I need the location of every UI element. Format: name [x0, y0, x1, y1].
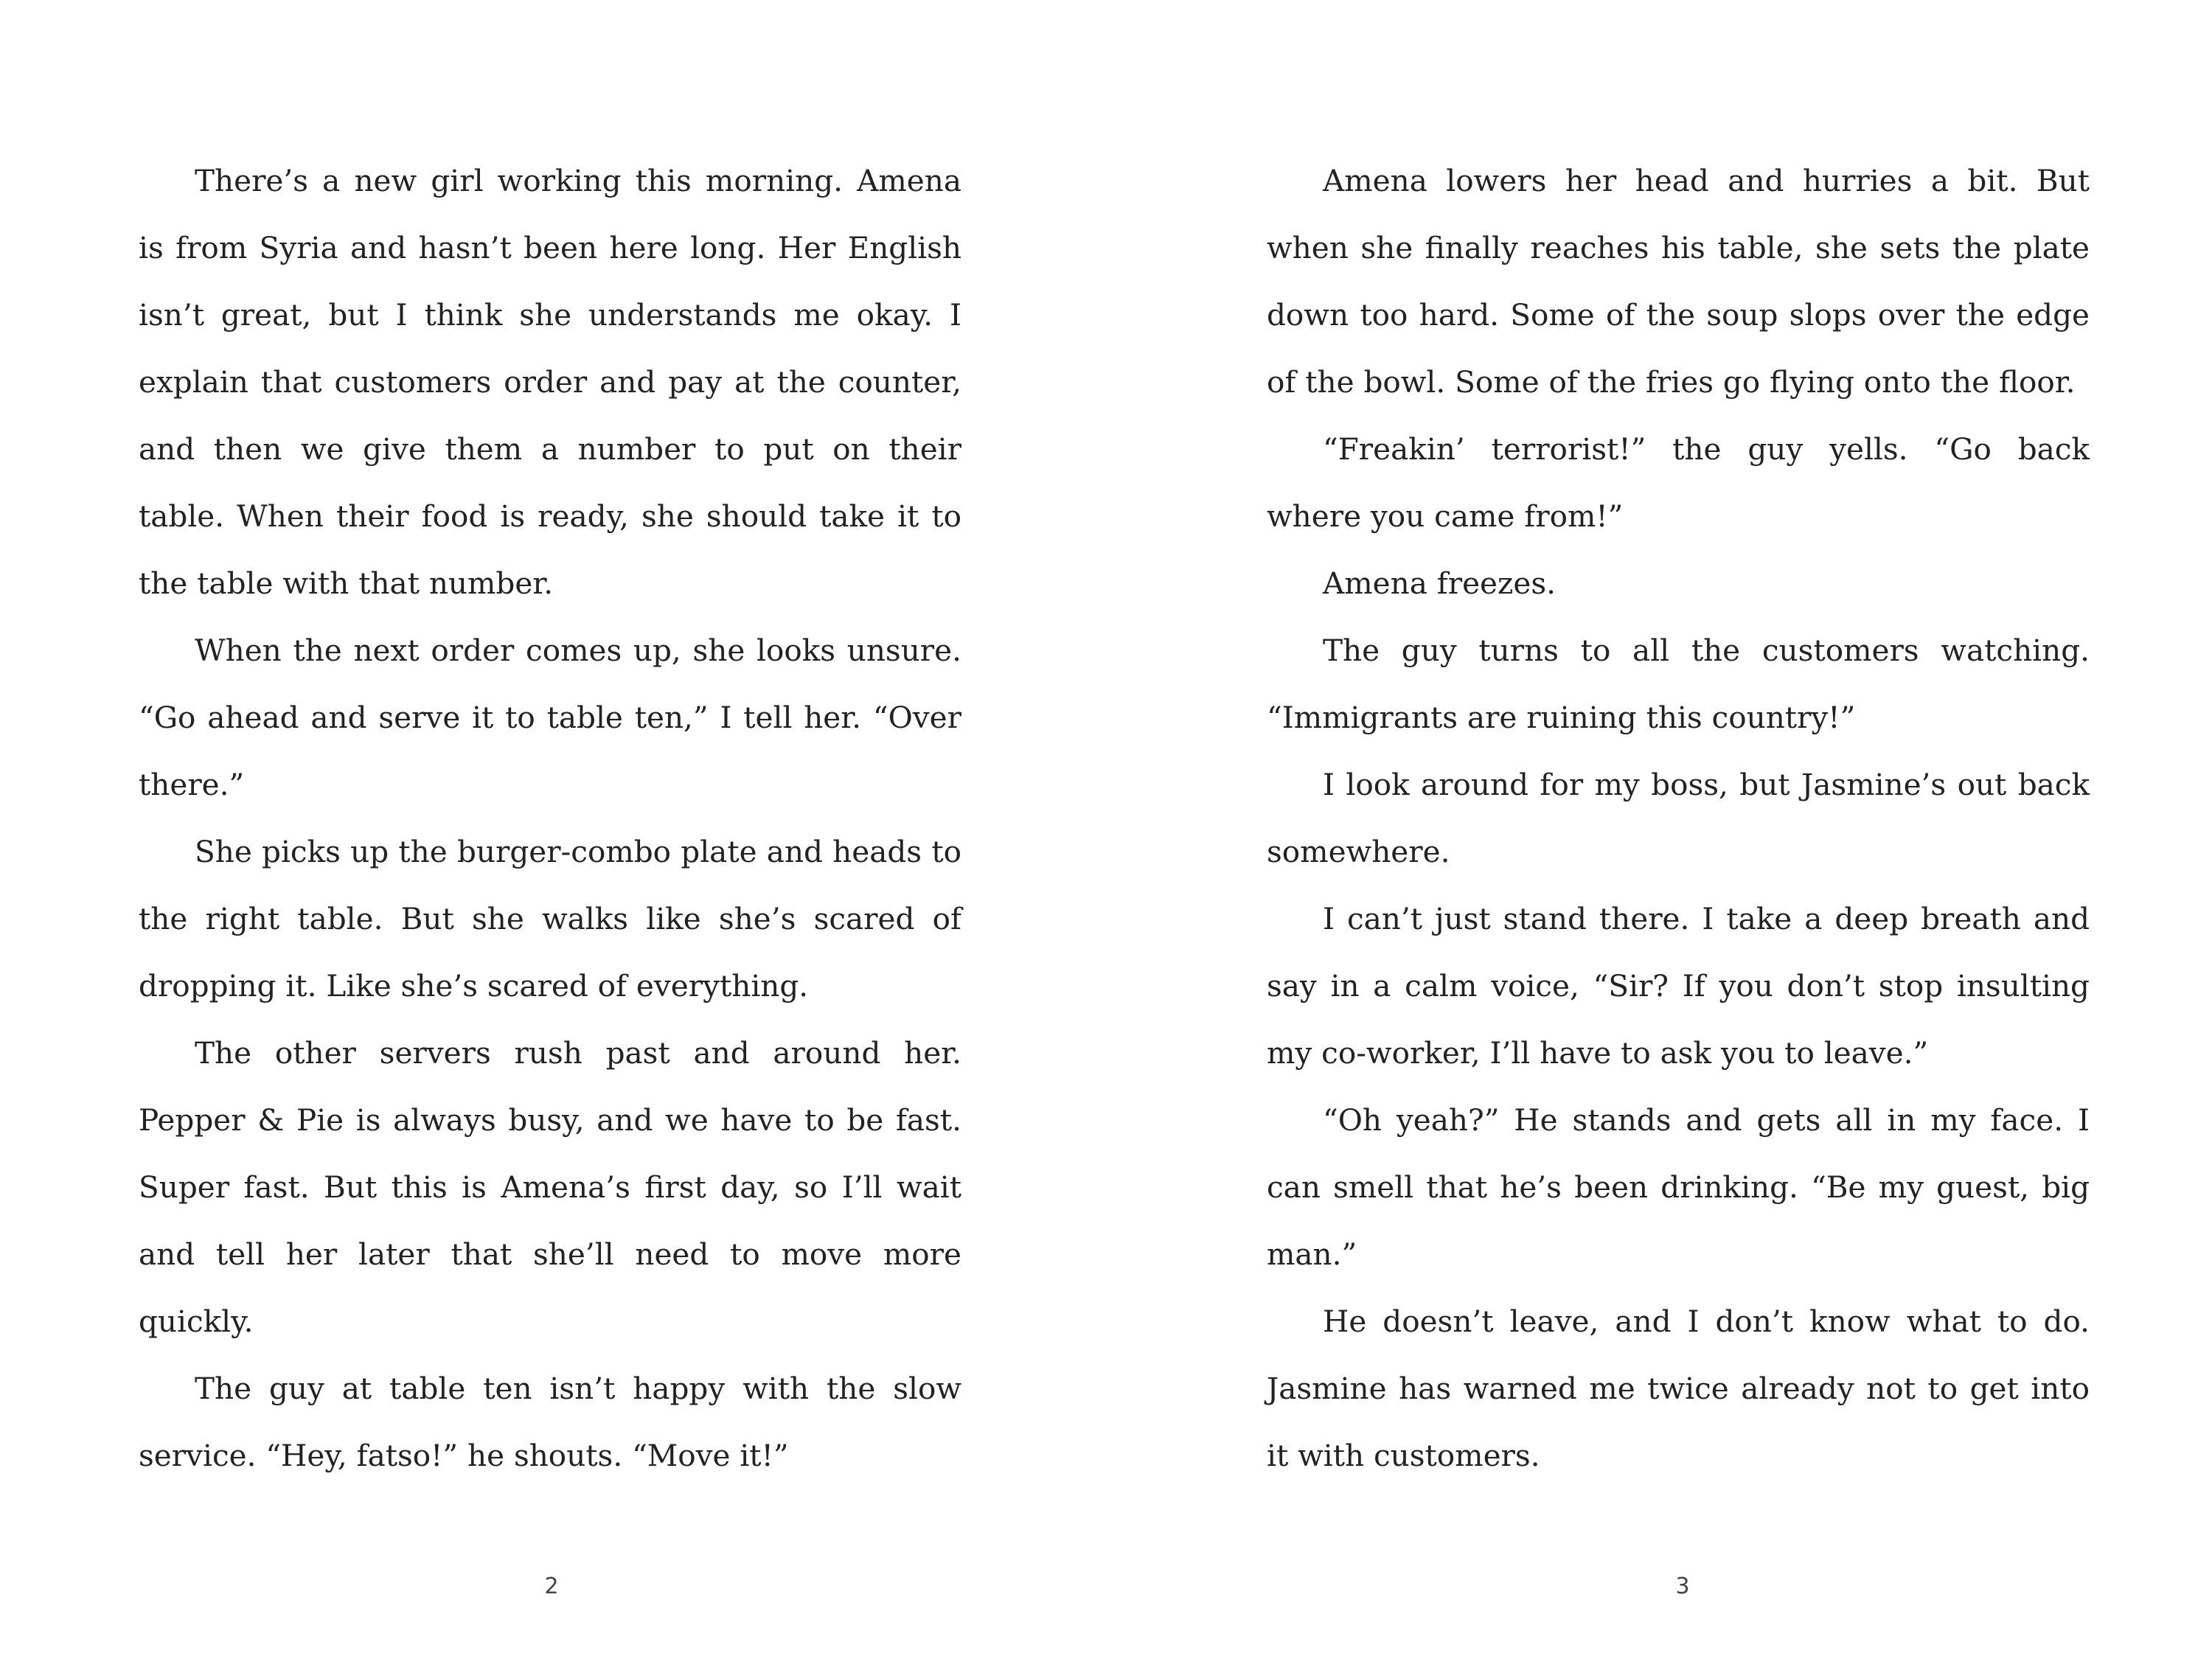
- page-number: 3: [1675, 1573, 1690, 1599]
- paragraph: I can’t just stand there. I take a deep breath and say in a calm voice, “Sir? If you don’t stop insulting my co-worker, I’ll have to ask you to leave.”: [1267, 901, 2090, 1071]
- paragraph: She picks up the burger-combo plate and heads to the right table. But she walks like she’s scared of dropping it. Like she’s scared of everything.: [139, 834, 961, 1004]
- paragraph: “Freakin’ terrorist!” the guy yells. “Go back where you came from!”: [1267, 431, 2090, 534]
- paragraph: The other servers rush past and around her. Pepper & Pie is always busy, and we have to be fast. Super fast. But this is Amena’s first day, so I’ll wait and tell her later that she’ll need to move more quickly.: [139, 1035, 961, 1339]
- paragraph: The guy turns to all the customers watching. “Immigrants are ruining this country!”: [1267, 633, 2090, 735]
- paragraph: “Oh yeah?” He stands and gets all in my face. I can smell that he’s been drinking. “Be my guest, big man.”: [1267, 1102, 2090, 1272]
- paragraph: He doesn’t leave, and I don’t know what to do. Jasmine has warned me twice already not to get into it with customers.: [1267, 1304, 2090, 1473]
- left-page-text: [139, 147, 961, 1489]
- paragraph: There’s a new girl working this morning. Amena is from Syria and hasn’t been here long. Her English isn’t great, but I think she understands me okay. I explain that customers order and pay at the counter, and then we give them a number to put on their table. When their food is ready, she should take it to the table with that number.: [139, 163, 961, 601]
- right-page-text: [1267, 147, 2090, 1489]
- page-number: 2: [544, 1573, 559, 1599]
- paragraph: I look around for my boss, but Jasmine’s out back somewhere.: [1267, 767, 2090, 869]
- paragraph: When the next order comes up, she looks unsure. “Go ahead and serve it to table ten,” I tell her. “Over there.”: [139, 633, 961, 802]
- paragraph: The guy at table ten isn’t happy with the slow service. “Hey, fatso!” he shouts. “Move it!”: [139, 1371, 961, 1473]
- paragraph: Amena freezes.: [1323, 566, 1556, 601]
- right-page: [1106, 0, 2212, 1659]
- paragraph: Amena lowers her head and hurries a bit. But when she finally reaches his table, she sets the plate down too hard. Some of the soup slops over the edge of the bowl. Some of the fries go flying onto the floor.: [1267, 163, 2090, 400]
